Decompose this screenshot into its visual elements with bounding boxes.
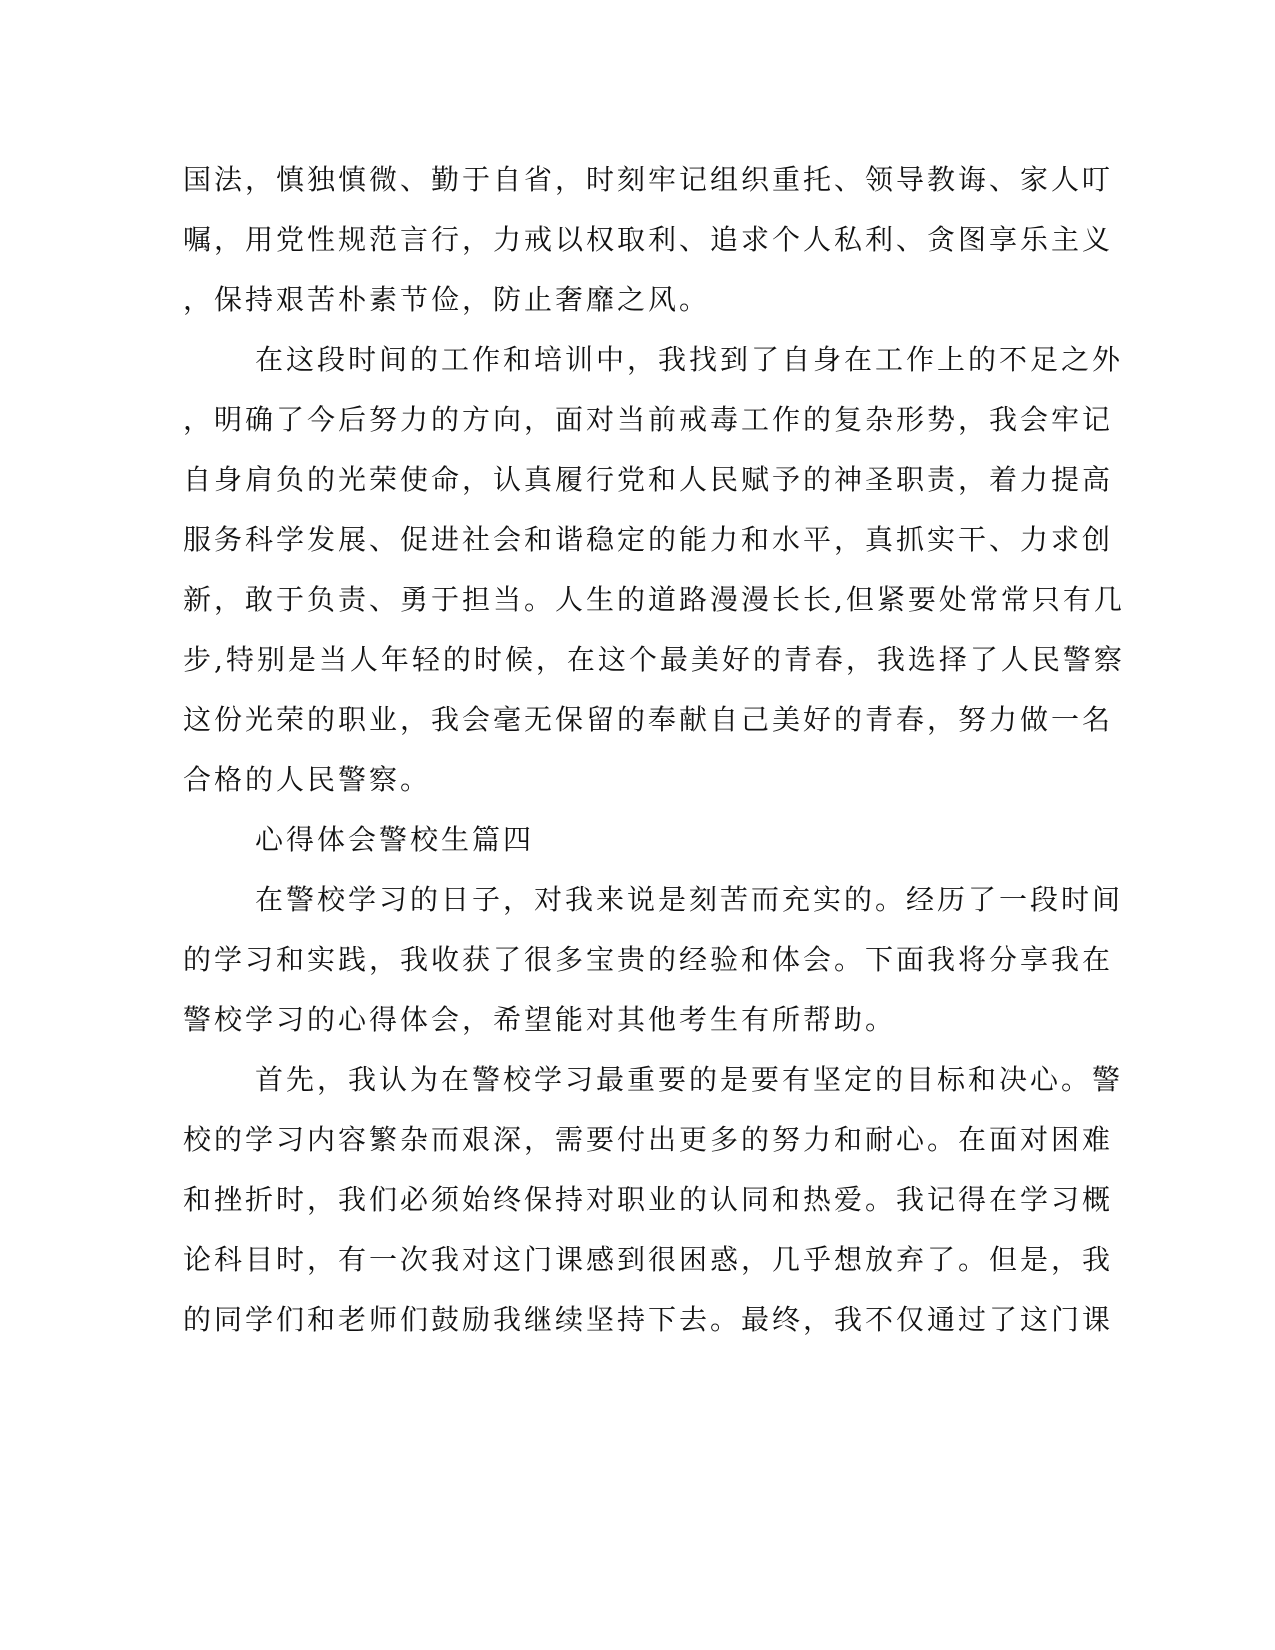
document-body [183, 150, 1125, 1350]
paragraph-start-line: 在警校学习的日子，对我来说是刻苦而充实的。经历了一段时间 [255, 883, 1124, 916]
text-line: 国法，慎独慎微、勤于自省，时刻牢记组织重托、领导教诲、家人叮 [183, 163, 1114, 196]
text-line: 的学习和实践，我收获了很多宝贵的经验和体会。下面我将分享我在 [183, 943, 1114, 976]
text-line: 合格的人民警察。 [183, 763, 432, 796]
paragraph-start-line: 首先，我认为在警校学习最重要的是要有坚定的目标和决心。警 [255, 1063, 1124, 1096]
text-line: 警校学习的心得体会，希望能对其他考生有所帮助。 [183, 1003, 897, 1036]
text-line: 自身肩负的光荣使命，认真履行党和人民赋予的神圣职责，着力提高 [183, 463, 1114, 496]
text-line: 步,特别是当人年轻的时候，在这个最美好的青春，我选择了人民警察 [183, 643, 1125, 676]
text-line: 和挫折时，我们必须始终保持对职业的认同和热爱。我记得在学习概 [183, 1183, 1114, 1216]
text-line: 嘱，用党性规范言行，力戒以权取利、追求个人私利、贪图享乐主义 [183, 223, 1114, 256]
text-line: ，保持艰苦朴素节俭，防止奢靡之风。 [183, 283, 711, 316]
text-line: 服务科学发展、促进社会和谐稳定的能力和水平，真抓实干、力求创 [183, 523, 1114, 556]
text-line: 的同学们和老师们鼓励我继续坚持下去。最终，我不仅通过了这门课 [183, 1303, 1114, 1336]
text-line: 论科目时，有一次我对这门课感到很困惑，几乎想放弃了。但是，我 [183, 1243, 1114, 1276]
paragraph-start-line: 在这段时间的工作和培训中，我找到了自身在工作上的不足之外 [255, 343, 1124, 376]
text-line: 新，敢于负责、勇于担当。人生的道路漫漫长长,但紧要处常常只有几 [183, 583, 1125, 616]
section-heading: 心得体会警校生篇四 [255, 823, 535, 856]
text-line: 这份光荣的职业，我会毫无保留的奉献自己美好的青春，努力做一名 [183, 703, 1114, 736]
text-line: 校的学习内容繁杂而艰深，需要付出更多的努力和耐心。在面对困难 [183, 1123, 1114, 1156]
text-line: ，明确了今后努力的方向，面对当前戒毒工作的复杂形势，我会牢记 [183, 403, 1114, 436]
